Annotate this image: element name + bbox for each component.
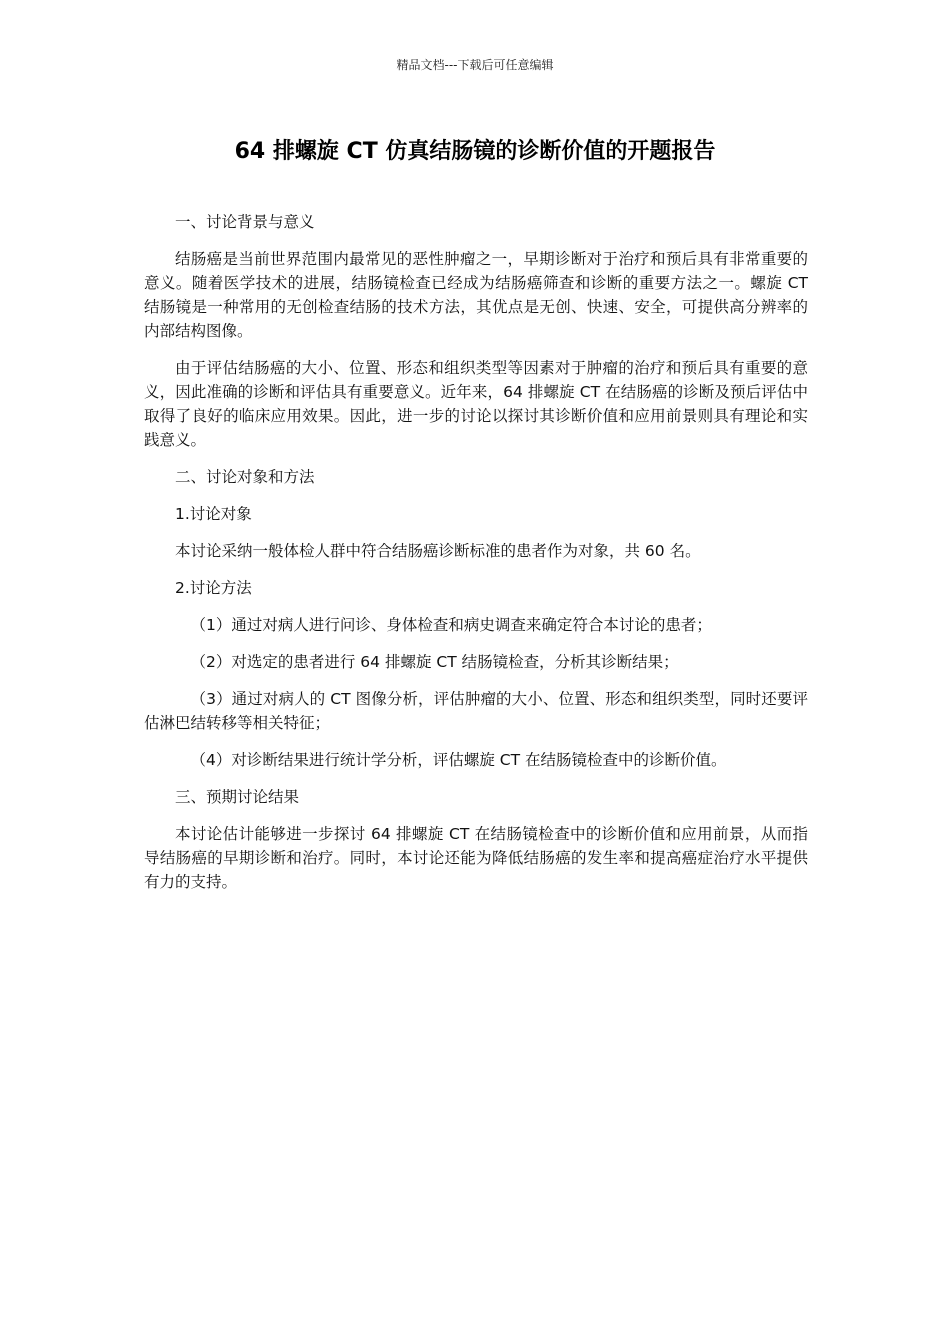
section-1-paragraph-1: 结肠癌是当前世界范围内最常见的恶性肿瘤之一，早期诊断对于治疗和预后具有非常重要的意义。随着医学技术的进展，结肠镜检查已经成为结肠癌筛查和诊断的重要方法之一。螺旋 CT 结肠镜是一种常用的无创检查结肠的技术方法，其优点是无创、快速、安全，可提供高分辨率的内部结构图像。: [144, 250, 808, 340]
section-3-heading: 三、预期讨论结果: [175, 788, 300, 806]
section-2-subheading-2: 2.讨论方法: [175, 579, 252, 597]
section-2-heading: 二、讨论对象和方法: [175, 468, 315, 486]
document-body: [144, 210, 808, 907]
method-item-2: （2）对选定的患者进行 64 排螺旋 CT 结肠镜检查，分析其诊断结果；: [190, 653, 679, 671]
section-1-paragraph-2: 由于评估结肠癌的大小、位置、形态和组织类型等因素对于肿瘤的治疗和预后具有重要的意义，因此准确的诊断和评估具有重要意义。近年来，64 排螺旋 CT 在结肠癌的诊断及预后评估中取得了良好的临床应用效果。因此，进一步的讨论以探讨其诊断价值和应用前景则具有理论和实践意义。: [144, 359, 808, 449]
method-item-1: （1）通过对病人进行问诊、身体检查和病史调查来确定符合本讨论的患者；: [190, 616, 712, 634]
section-3-paragraph-1: 本讨论估计能够进一步探讨 64 排螺旋 CT 在结肠镜检查中的诊断价值和应用前景，从而指导结肠癌的早期诊断和治疗。同时，本讨论还能为降低结肠癌的发生率和提高癌症治疗水平提供有力的支持。: [144, 825, 808, 891]
page-header-note: 精品文档---下载后可任意编辑: [396, 58, 554, 72]
document-title: 64 排螺旋 CT 仿真结肠镜的诊断价值的开题报告: [234, 139, 716, 164]
section-2-subject-text: 本讨论采纳一般体检人群中符合结肠癌诊断标准的患者作为对象，共 60 名。: [175, 542, 701, 560]
method-item-3: （3）通过对病人的 CT 图像分析，评估肿瘤的大小、位置、形态和组织类型，同时还要评估淋巴结转移等相关特征；: [144, 690, 808, 732]
method-item-4: （4）对诊断结果进行统计学分析，评估螺旋 CT 在结肠镜检查中的诊断价值。: [190, 751, 727, 769]
section-1-heading: 一、讨论背景与意义: [175, 213, 315, 231]
section-2-subheading-1: 1.讨论对象: [175, 505, 252, 523]
